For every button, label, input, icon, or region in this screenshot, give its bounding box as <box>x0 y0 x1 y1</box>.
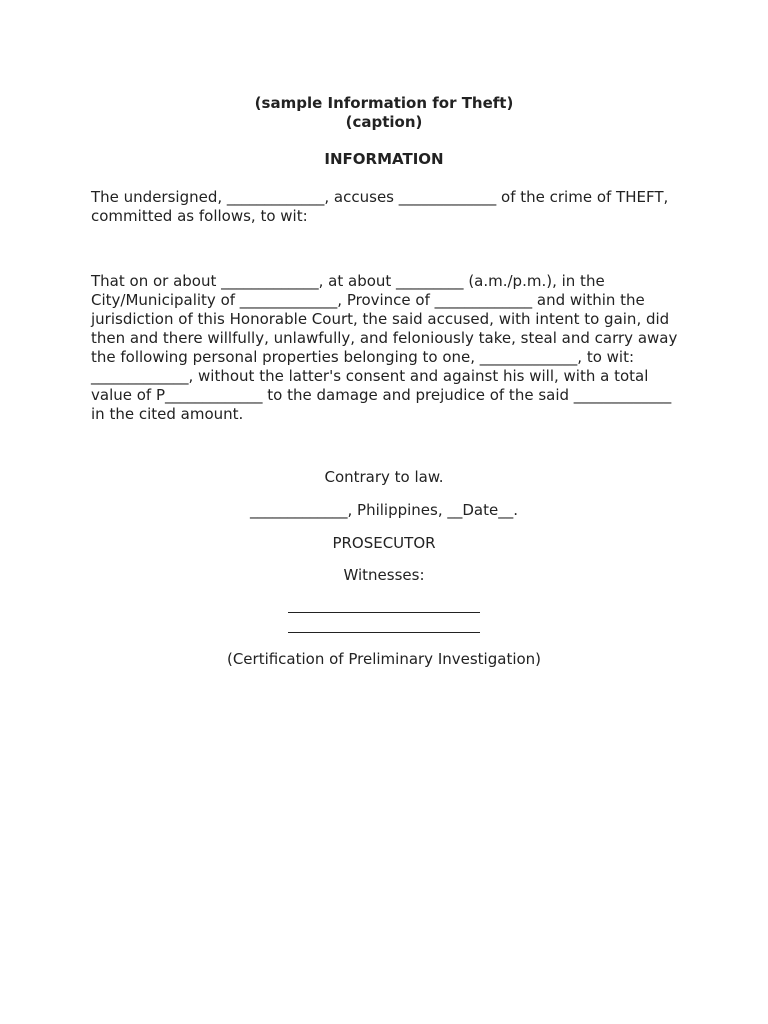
witnesses-label: Witnesses: <box>343 566 425 584</box>
section-title: INFORMATION <box>324 150 444 168</box>
certification-note: (Certification of Preliminary Investigation) <box>226 650 542 668</box>
prosecutor-label: PROSECUTOR <box>332 534 436 552</box>
opening-paragraph: The undersigned, _____________, accuses _____________ of the crime of THEFT, committed as follows, to wit: <box>91 188 669 225</box>
contrary-to-law: Contrary to law. <box>324 468 444 486</box>
charge-paragraph: That on or about _____________, at about _________ (a.m./p.m.), in the City/Municipality of _____________, Province of _____________ and within the jurisdiction of this Honorable Court, the said accused, with intent to gain, did then and there willfully, unlawfully, and feloniously take, steal and carry away the following personal properties belonging to one, _____________, to wit: _____________, without the latter's consent and against his will, with a total value of P_____________ to the damage and prejudice of the said _____________ in the cited amount. <box>91 272 678 423</box>
document-caption: (caption) <box>345 113 423 131</box>
witness-signature-line-1 <box>288 612 480 613</box>
witness-signature-line-2 <box>288 632 480 633</box>
place-and-date: _____________, Philippines, __Date__. <box>249 501 518 519</box>
document-title: (sample Information for Theft) <box>254 94 514 112</box>
